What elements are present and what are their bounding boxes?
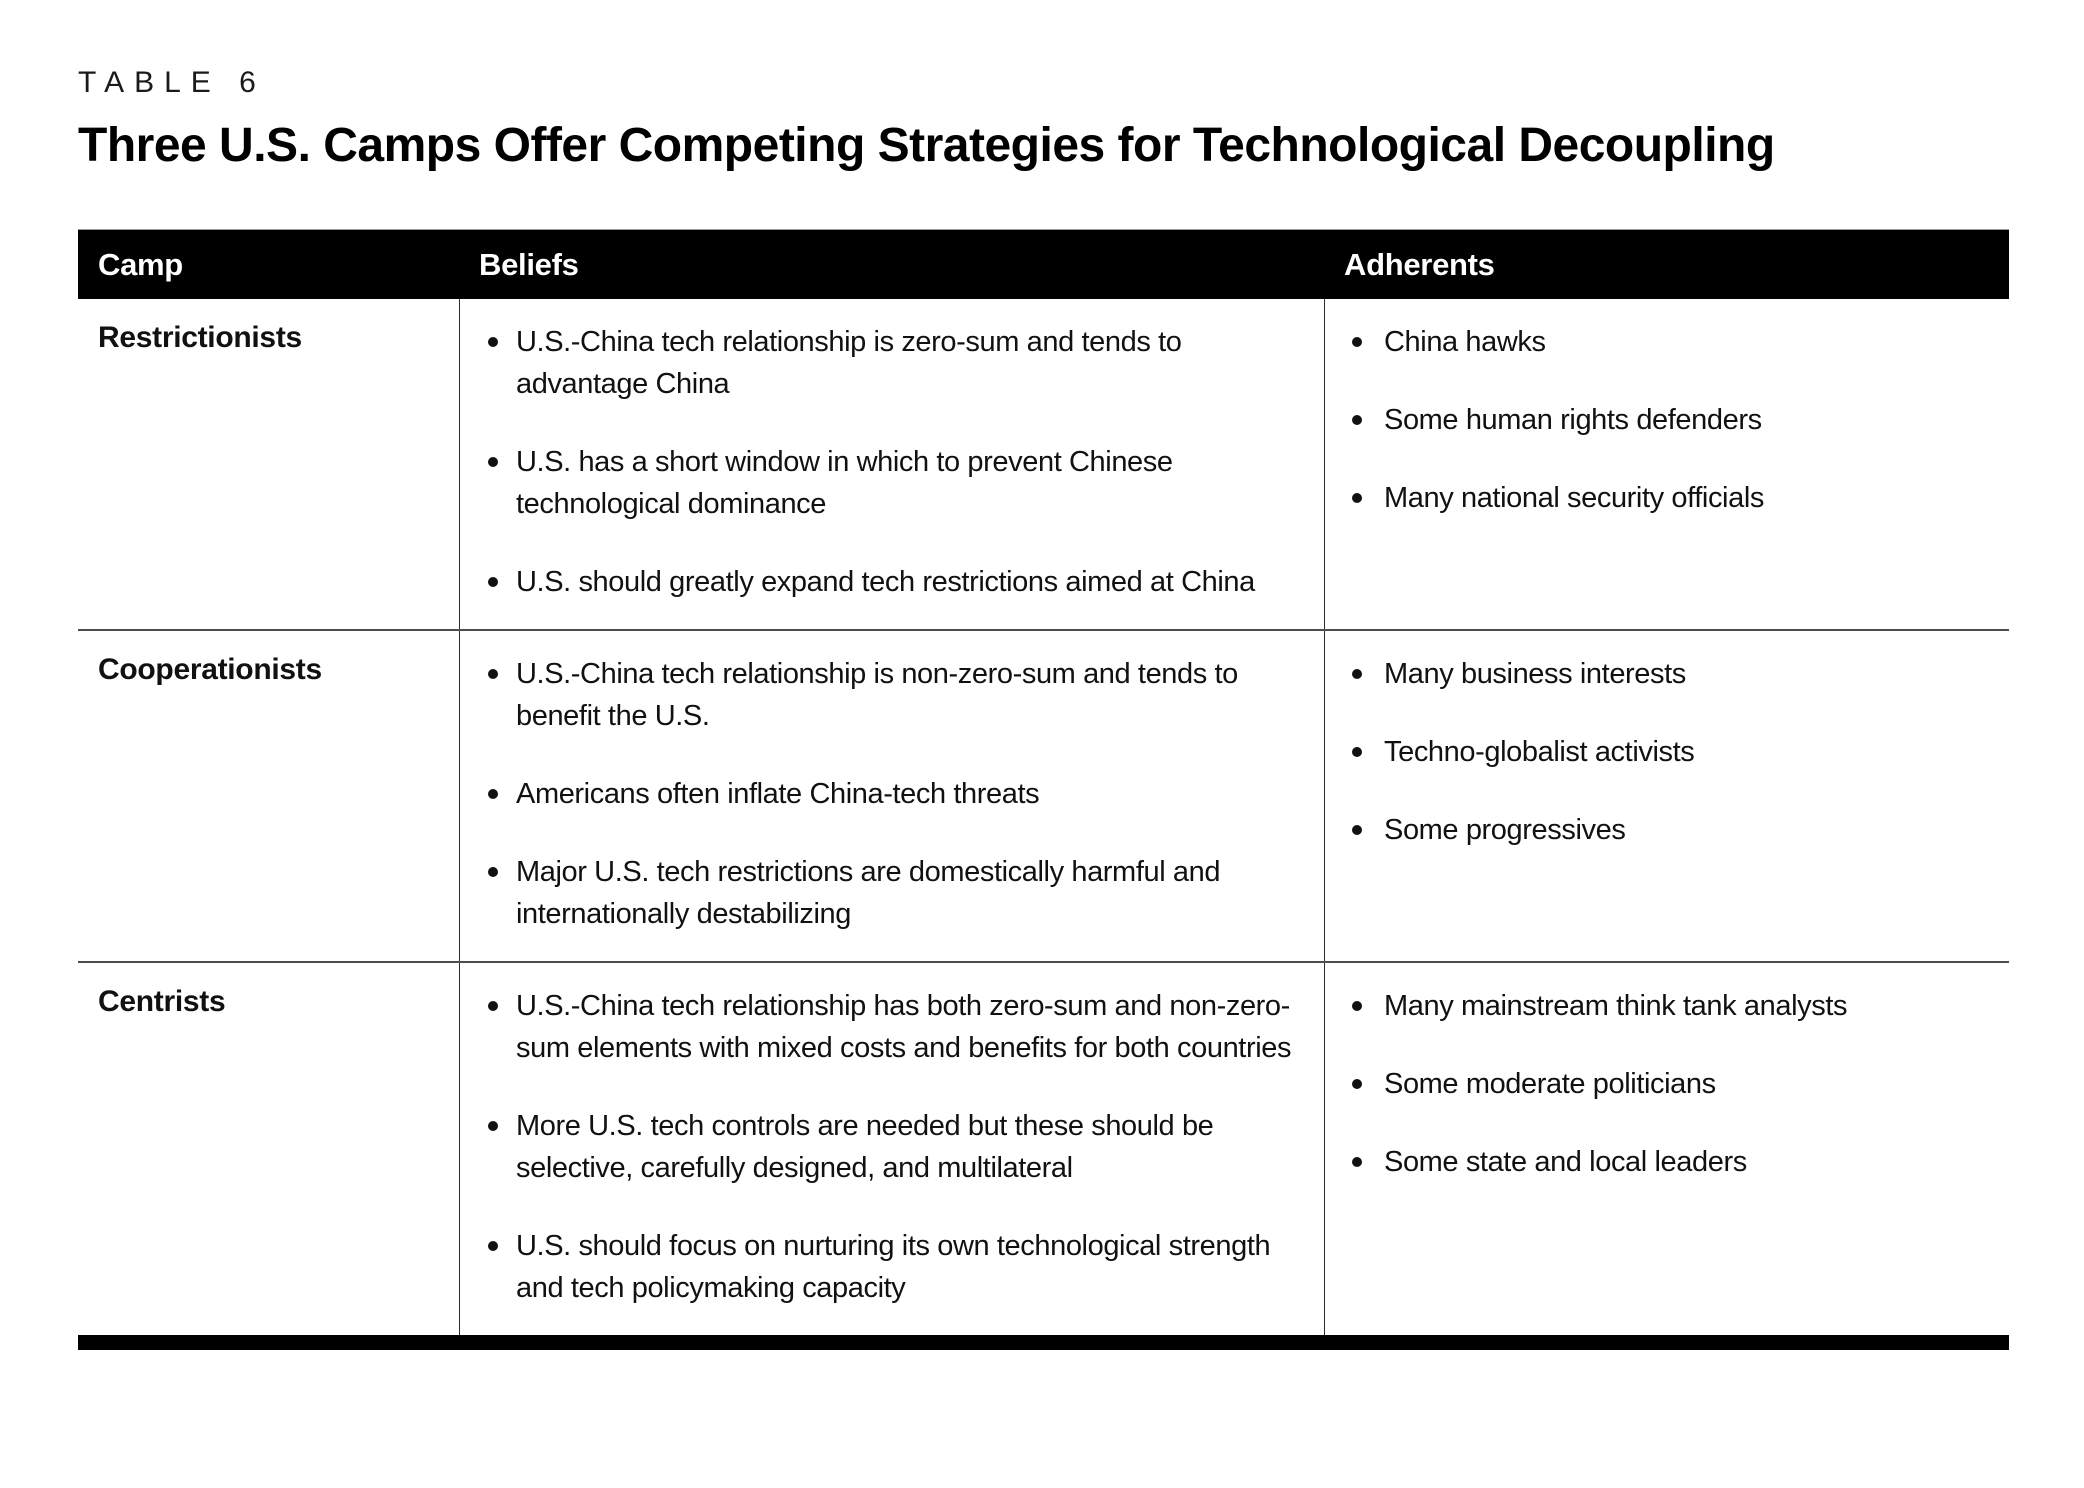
- adherent-text: Many business interests: [1384, 658, 1686, 690]
- adherent-item: [1349, 809, 1995, 851]
- adherent-item: [1349, 653, 1995, 695]
- beliefs-cell: [459, 299, 1324, 629]
- header-cell-camp: Camp: [98, 246, 183, 282]
- bullet-icon: [1352, 337, 1362, 347]
- beliefs-cell: [459, 963, 1324, 1335]
- table-label: TABLE 6: [78, 66, 266, 99]
- bullet-icon: [1352, 1157, 1362, 1167]
- bullet-icon: [1352, 1001, 1362, 1011]
- adherent-item: [1349, 399, 1995, 441]
- adherent-text: Some human rights defenders: [1384, 404, 1762, 436]
- bullet-icon: [488, 1001, 498, 1011]
- table-row-restrictionists: [78, 299, 2009, 629]
- adherents-list: [1349, 321, 1995, 519]
- belief-item: [485, 1105, 1294, 1189]
- adherent-text: China hawks: [1384, 326, 1546, 358]
- table-bottom-border: [78, 1335, 2009, 1350]
- bullet-icon: [488, 577, 498, 587]
- belief-item: [485, 441, 1294, 525]
- belief-item: [485, 1225, 1294, 1309]
- bullet-icon: [1352, 825, 1362, 835]
- adherent-text: Techno-globalist activists: [1384, 736, 1695, 768]
- adherent-item: [1349, 477, 1995, 519]
- adherents-list: [1349, 985, 1995, 1183]
- bullet-icon: [1352, 1079, 1362, 1089]
- bullet-icon: [488, 457, 498, 467]
- bullet-icon: [1352, 493, 1362, 503]
- belief-text: U.S. should greatly expand tech restrictions aimed at China: [516, 566, 1255, 598]
- belief-text: U.S.-China tech relationship is non-zero-sum and tends to benefit the U.S.: [516, 658, 1238, 732]
- adherent-text: Many national security officials: [1384, 482, 1764, 514]
- camps-table: [78, 229, 2009, 1350]
- belief-text: U.S. should focus on nurturing its own technological strength and tech policymaking capacity: [516, 1230, 1271, 1304]
- bullet-icon: [488, 789, 498, 799]
- bullet-icon: [1352, 747, 1362, 757]
- bullet-icon: [488, 867, 498, 877]
- adherents-cell: [1324, 299, 2009, 629]
- bullet-icon: [488, 669, 498, 679]
- header-cell-beliefs: Beliefs: [479, 246, 579, 282]
- belief-item: [485, 851, 1294, 935]
- belief-text: U.S.-China tech relationship is zero-sum and tends to advantage China: [516, 326, 1182, 400]
- table-row-centrists: [78, 961, 2009, 1335]
- adherent-item: [1349, 321, 1995, 363]
- belief-text: U.S. has a short window in which to prevent Chinese technological dominance: [516, 446, 1173, 520]
- adherent-text: Some moderate politicians: [1384, 1068, 1716, 1100]
- adherent-item: [1349, 1141, 1995, 1183]
- adherent-item: [1349, 985, 1995, 1027]
- bullet-icon: [488, 1241, 498, 1251]
- beliefs-list: [485, 985, 1294, 1309]
- table-row-cooperationists: [78, 629, 2009, 961]
- belief-item: [485, 321, 1294, 405]
- belief-text: Americans often inflate China-tech threats: [516, 778, 1040, 810]
- bullet-icon: [488, 337, 498, 347]
- header-cell-adherents: Adherents: [1344, 246, 1495, 282]
- adherents-cell: [1324, 631, 2009, 961]
- adherent-text: Some progressives: [1384, 814, 1626, 846]
- table-title: Three U.S. Camps Offer Competing Strategies for Technological Decoupling: [78, 119, 1775, 172]
- beliefs-cell: [459, 631, 1324, 961]
- adherent-text: Many mainstream think tank analysts: [1384, 990, 1848, 1022]
- adherent-item: [1349, 1063, 1995, 1105]
- adherents-list: [1349, 653, 1995, 851]
- belief-text: U.S.-China tech relationship has both zero-sum and non-zero-sum elements with mixed costs and benefits for both countries: [516, 990, 1292, 1064]
- beliefs-list: [485, 653, 1294, 935]
- belief-item: [485, 773, 1294, 815]
- bullet-icon: [488, 1121, 498, 1131]
- adherent-item: [1349, 731, 1995, 773]
- belief-item: [485, 561, 1294, 603]
- bullet-icon: [1352, 669, 1362, 679]
- camp-name: Cooperationists: [98, 653, 322, 686]
- table-header-row: [78, 230, 2009, 299]
- adherent-text: Some state and local leaders: [1384, 1146, 1747, 1178]
- belief-item: [485, 985, 1294, 1069]
- camp-name: Restrictionists: [98, 321, 302, 354]
- belief-text: Major U.S. tech restrictions are domestically harmful and internationally destabilizing: [516, 856, 1221, 930]
- belief-item: [485, 653, 1294, 737]
- adherents-cell: [1324, 963, 2009, 1335]
- bullet-icon: [1352, 415, 1362, 425]
- camp-name: Centrists: [98, 985, 226, 1018]
- beliefs-list: [485, 321, 1294, 603]
- belief-text: More U.S. tech controls are needed but these should be selective, carefully designed, and multilateral: [516, 1110, 1214, 1184]
